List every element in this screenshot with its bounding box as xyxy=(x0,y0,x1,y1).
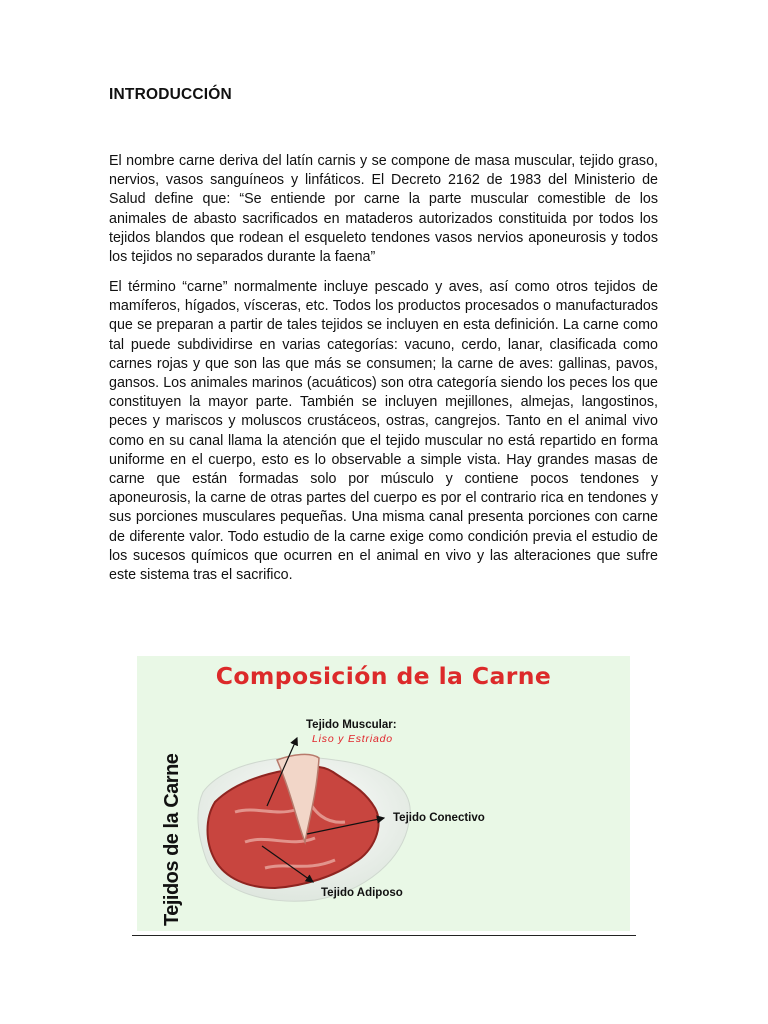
arrow-adiposo xyxy=(262,846,313,882)
paragraph-categories: El término “carne” normalmente incluye pescado y aves, así como otros tejidos de mamíferos, hígados, vísceras, etc. Todos los productos procesados o manufacturados que se preparan a partir de tales tejidos se incluyen en esta definición. La carne como tal puede subdividirse en varias categorías: vacuno, cerdo, lanar, clasificada como carnes rojas y que son las que más se consumen; la carne de aves: gallinas, pavos, gansos. Los animales marinos (acuáticos) son otra categoría siendo los peces los que constituyen la mayor parte. También se incluyen mejillones, almejas, langostinos, peces y mariscos y moluscos crustáceos, ostras, cangrejos. Tanto en el animal vivo como en su canal llama la atención que el tejido muscular no está repartido en forma uniforme en el cuerpo, esto es lo observable a simple vista. Hay grandes masas de carne que están formadas solo por músculo y contiene pocos tendones y aponeurosis, la carne de otras partes del cuerpo es por el contrario rica en tendones y sus porciones musculares pequeñas. Una misma canal presenta porciones con carne de diferente valor. Todo estudio de la carne exige como condición previa el estudio de los sucesos químicos que ocurren en el animal en vivo y las alteraciones que sufre este sistema tras el sacrifico. xyxy=(109,279,658,584)
section-heading: INTRODUCCIÓN xyxy=(109,86,232,103)
footer-rule xyxy=(132,935,636,936)
label-tejido-adiposo: Tejido Adiposo xyxy=(321,887,403,899)
arrow-muscular xyxy=(267,738,297,806)
label-tejido-muscular: Tejido Muscular: xyxy=(306,719,397,731)
label-tejido-conectivo: Tejido Conectivo xyxy=(393,812,485,824)
meat-composition-figure xyxy=(137,656,630,931)
figure-side-label: Tejidos de la Carne xyxy=(161,753,183,926)
label-liso-estriado: Liso y Estriado xyxy=(312,733,393,745)
figure-title: Composición de la Carne xyxy=(215,662,552,690)
paragraph-definition: El nombre carne deriva del latín carnis y se compone de masa muscular, tejido graso, nervios, vasos sanguíneos y linfáticos. El Decreto 2162 de 1983 del Ministerio de Salud define que: “Se entiende por carne la parte muscular comestible de los animales de abasto sacrificados en mataderos autorizados constituida por todos los tejidos blandos que rodean el esqueleto tendones vasos nervios aponeurosis y todos los tejidos no separados durante la faena” xyxy=(109,153,658,266)
arrow-conectivo xyxy=(307,818,384,834)
